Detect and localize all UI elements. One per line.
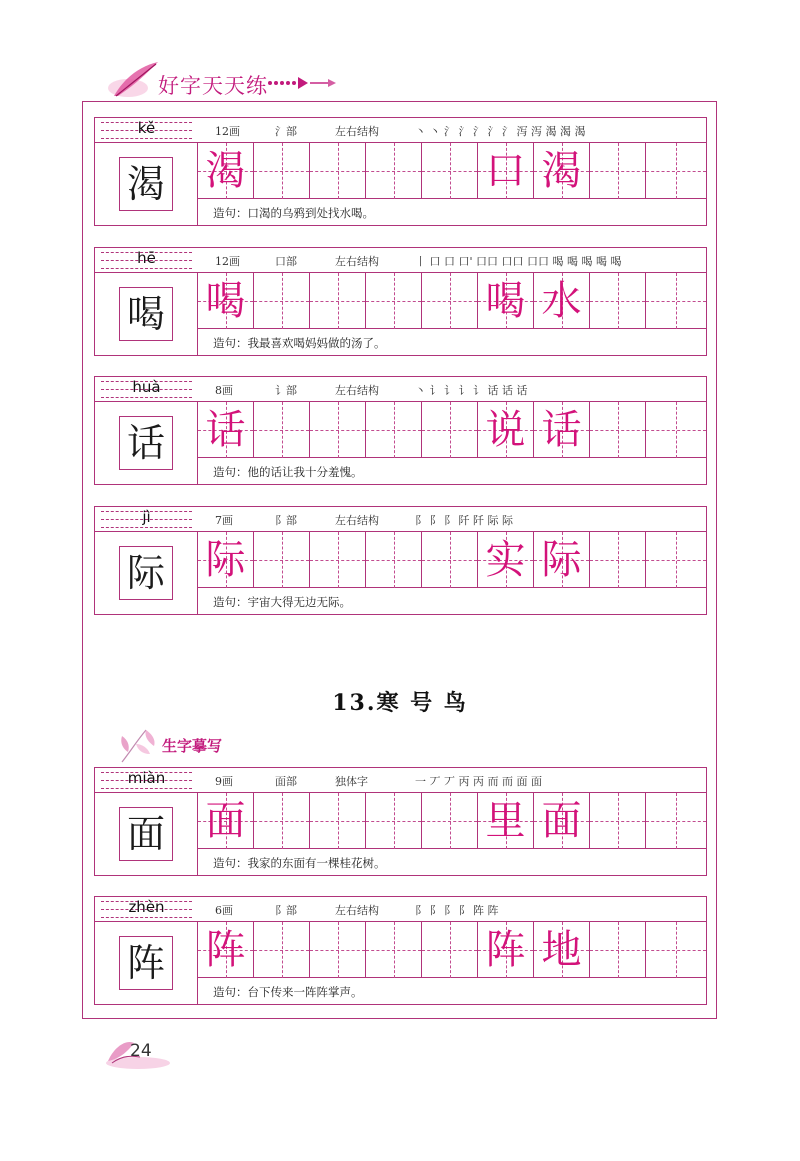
sentence-prefix: 造句： bbox=[213, 985, 248, 999]
model-char: 话 bbox=[119, 416, 173, 470]
feather-quill-icon bbox=[106, 58, 166, 102]
pinyin: huà bbox=[132, 378, 161, 396]
grid-cell[interactable] bbox=[366, 922, 422, 978]
grid-cell[interactable] bbox=[254, 922, 310, 978]
card-body bbox=[94, 921, 707, 1005]
model-char-box bbox=[95, 402, 198, 484]
grid-cell[interactable] bbox=[310, 793, 366, 849]
trace-char: 话 bbox=[205, 407, 246, 453]
example-sentence bbox=[213, 335, 386, 351]
grid-cell[interactable] bbox=[422, 402, 478, 458]
radical: 阝部 bbox=[275, 514, 297, 527]
radical: 口部 bbox=[275, 255, 297, 268]
grid-cell[interactable] bbox=[310, 402, 366, 458]
grid-cell[interactable] bbox=[366, 143, 422, 199]
section-label-text: 生字摹写 bbox=[162, 737, 223, 755]
grid-cell[interactable] bbox=[254, 273, 310, 329]
model-char-box bbox=[95, 143, 198, 225]
section-label bbox=[116, 726, 276, 766]
pinyin-box bbox=[95, 897, 198, 922]
stroke-count: 6画 bbox=[215, 904, 233, 917]
trace-char: 里 bbox=[485, 798, 526, 844]
example-sentence bbox=[213, 984, 363, 1000]
grid-cell[interactable] bbox=[310, 273, 366, 329]
grid-cell[interactable] bbox=[534, 273, 590, 329]
grid-cell[interactable] bbox=[198, 532, 254, 588]
sentence-prefix: 造句： bbox=[213, 595, 248, 609]
grid-cell[interactable] bbox=[534, 402, 590, 458]
sentence-prefix: 造句： bbox=[213, 856, 248, 870]
grid-cell[interactable] bbox=[366, 532, 422, 588]
grid-cell[interactable] bbox=[534, 793, 590, 849]
grid-cell[interactable] bbox=[478, 273, 534, 329]
grid-cell[interactable] bbox=[366, 273, 422, 329]
radical: 面部 bbox=[275, 775, 297, 788]
grid-cell[interactable] bbox=[646, 922, 706, 978]
trace-char: 面 bbox=[541, 798, 582, 844]
grid-cell[interactable] bbox=[310, 532, 366, 588]
model-char: 面 bbox=[119, 807, 173, 861]
stroke-count: 9画 bbox=[215, 775, 233, 788]
grid-cell[interactable] bbox=[646, 532, 706, 588]
page-number-text: 24 bbox=[130, 1041, 152, 1061]
grid-cell[interactable] bbox=[590, 793, 646, 849]
pinyin: zhèn bbox=[128, 898, 165, 916]
grid-cell[interactable] bbox=[366, 793, 422, 849]
pinyin: jì bbox=[142, 508, 151, 526]
stroke-order: 丨 口 口 口' 口口 口口 口口 喝 喝 喝 喝 喝 bbox=[415, 255, 622, 268]
trace-char: 实 bbox=[485, 537, 526, 583]
model-char: 渴 bbox=[119, 157, 173, 211]
stroke-count: 8画 bbox=[215, 384, 233, 397]
model-char: 喝 bbox=[119, 287, 173, 341]
trace-char: 面 bbox=[205, 798, 246, 844]
grid-cell[interactable] bbox=[254, 793, 310, 849]
trace-char: 说 bbox=[485, 407, 526, 453]
grid-cell[interactable] bbox=[646, 273, 706, 329]
card-info-row bbox=[94, 767, 707, 792]
flower-icon bbox=[116, 726, 164, 766]
grid-cell[interactable] bbox=[310, 922, 366, 978]
practice-grid bbox=[198, 922, 706, 978]
structure: 左右结构 bbox=[335, 384, 379, 397]
grid-cell[interactable] bbox=[422, 273, 478, 329]
stroke-count: 12画 bbox=[215, 125, 240, 138]
radical: 阝部 bbox=[275, 904, 297, 917]
card-info-row bbox=[94, 376, 707, 401]
grid-cell[interactable] bbox=[646, 402, 706, 458]
trace-char: 渴 bbox=[541, 148, 582, 194]
card-body bbox=[94, 531, 707, 615]
stroke-count: 7画 bbox=[215, 514, 233, 527]
grid-cell[interactable] bbox=[422, 143, 478, 199]
grid-cell[interactable] bbox=[366, 402, 422, 458]
sentence-text: 我最喜欢喝妈妈做的汤了。 bbox=[247, 336, 386, 350]
practice-grid bbox=[198, 143, 706, 199]
model-char-box bbox=[95, 532, 198, 614]
card-body bbox=[94, 401, 707, 485]
header bbox=[106, 58, 366, 102]
card-body bbox=[94, 272, 707, 356]
card-body bbox=[94, 142, 707, 226]
pinyin-box bbox=[95, 248, 198, 273]
structure: 左右结构 bbox=[335, 514, 379, 527]
pinyin: miàn bbox=[127, 769, 166, 787]
example-sentence bbox=[213, 594, 351, 610]
structure: 左右结构 bbox=[335, 125, 379, 138]
grid-cell[interactable] bbox=[646, 793, 706, 849]
pinyin-box bbox=[95, 507, 198, 532]
lesson-title: 13.寒 号 鸟 bbox=[332, 690, 468, 716]
grid-cell[interactable] bbox=[478, 532, 534, 588]
card-info-row bbox=[94, 117, 707, 142]
grid-cell[interactable] bbox=[254, 402, 310, 458]
stroke-order: 阝 阝 阝 阡 阡 际 际 bbox=[415, 514, 513, 527]
card-body bbox=[94, 792, 707, 876]
practice-grid bbox=[198, 402, 706, 458]
grid-cell[interactable] bbox=[590, 532, 646, 588]
trace-char: 地 bbox=[541, 927, 582, 973]
grid-cell[interactable] bbox=[534, 532, 590, 588]
grid-cell[interactable] bbox=[646, 143, 706, 199]
grid-cell[interactable] bbox=[198, 402, 254, 458]
example-sentence bbox=[213, 464, 363, 480]
pinyin-box bbox=[95, 118, 198, 143]
sentence-text: 宇宙大得无边无际。 bbox=[247, 595, 351, 609]
grid-cell[interactable] bbox=[590, 143, 646, 199]
structure: 左右结构 bbox=[335, 904, 379, 917]
model-char-box bbox=[95, 793, 198, 875]
pinyin: hē bbox=[137, 249, 156, 267]
grid-cell[interactable] bbox=[478, 793, 534, 849]
stroke-order: 丶 讠 讠 讠 讠 话 话 话 bbox=[415, 384, 528, 397]
sentence-text: 他的话让我十分羞愧。 bbox=[247, 465, 363, 479]
pinyin-box bbox=[95, 768, 198, 793]
sentence-prefix: 造句： bbox=[213, 465, 248, 479]
trace-char: 话 bbox=[541, 407, 582, 453]
arrow-icon bbox=[266, 76, 346, 90]
stroke-order: 阝 阝 阝 阝 阵 阵 bbox=[415, 904, 499, 917]
grid-cell[interactable] bbox=[590, 402, 646, 458]
grid-cell[interactable] bbox=[310, 143, 366, 199]
practice-grid bbox=[198, 793, 706, 849]
structure: 左右结构 bbox=[335, 255, 379, 268]
example-sentence bbox=[213, 855, 386, 871]
model-char-box bbox=[95, 273, 198, 355]
sentence-prefix: 造句： bbox=[213, 206, 248, 220]
structure: 独体字 bbox=[335, 775, 368, 788]
stroke-order: 一 丆 丆 丙 丙 而 而 面 面 bbox=[415, 775, 542, 788]
radical: 讠部 bbox=[275, 384, 297, 397]
pinyin-box bbox=[95, 377, 198, 402]
header-title: 好字天天练 bbox=[158, 74, 268, 98]
grid-cell[interactable] bbox=[254, 532, 310, 588]
model-char: 际 bbox=[119, 546, 173, 600]
sentence-text: 台下传来一阵阵掌声。 bbox=[247, 985, 363, 999]
grid-cell[interactable] bbox=[534, 143, 590, 199]
grid-cell[interactable] bbox=[198, 143, 254, 199]
trace-char: 水 bbox=[541, 278, 582, 324]
trace-char: 际 bbox=[541, 537, 582, 583]
trace-char: 喝 bbox=[205, 278, 246, 324]
grid-cell[interactable] bbox=[422, 793, 478, 849]
grid-cell[interactable] bbox=[254, 143, 310, 199]
grid-cell[interactable] bbox=[478, 402, 534, 458]
sentence-text: 口渴的乌鸦到处找水喝。 bbox=[247, 206, 374, 220]
sentence-prefix: 造句： bbox=[213, 336, 248, 350]
card-info-row bbox=[94, 896, 707, 921]
pinyin: kě bbox=[137, 119, 156, 137]
page-number bbox=[104, 1033, 174, 1073]
grid-cell[interactable] bbox=[422, 532, 478, 588]
stroke-count: 12画 bbox=[215, 255, 240, 268]
card-info-row bbox=[94, 247, 707, 272]
grid-cell[interactable] bbox=[198, 793, 254, 849]
model-char-box bbox=[95, 922, 198, 1004]
grid-cell[interactable] bbox=[198, 273, 254, 329]
model-char: 阵 bbox=[119, 936, 173, 990]
example-sentence bbox=[213, 205, 374, 221]
grid-cell[interactable] bbox=[590, 273, 646, 329]
trace-char: 喝 bbox=[485, 278, 526, 324]
radical: 氵部 bbox=[275, 125, 297, 138]
trace-char: 阵 bbox=[205, 927, 246, 973]
grid-cell[interactable] bbox=[198, 922, 254, 978]
grid-cell[interactable] bbox=[478, 143, 534, 199]
practice-grid bbox=[198, 532, 706, 588]
sentence-text: 我家的东面有一棵桂花树。 bbox=[247, 856, 386, 870]
grid-cell[interactable] bbox=[422, 922, 478, 978]
grid-cell[interactable] bbox=[534, 922, 590, 978]
card-info-row bbox=[94, 506, 707, 531]
practice-grid bbox=[198, 273, 706, 329]
trace-char: 口 bbox=[485, 148, 526, 194]
trace-char: 际 bbox=[205, 537, 246, 583]
stroke-order: 丶 丶 氵 氵 氵 氵 氵 泻 泻 渴 渴 渴 bbox=[415, 125, 586, 138]
trace-char: 渴 bbox=[205, 148, 246, 194]
trace-char: 阵 bbox=[485, 927, 526, 973]
grid-cell[interactable] bbox=[478, 922, 534, 978]
grid-cell[interactable] bbox=[590, 922, 646, 978]
